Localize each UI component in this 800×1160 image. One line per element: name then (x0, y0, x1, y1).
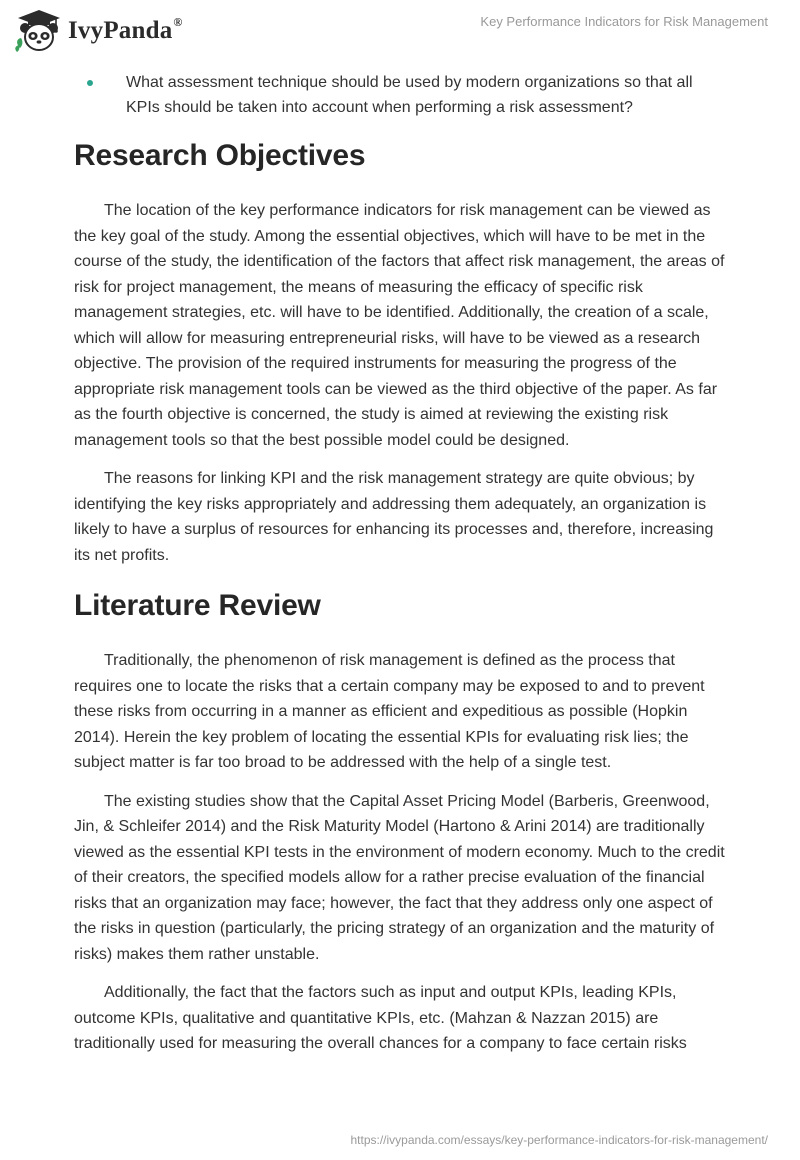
page-header (0, 0, 800, 60)
research-question-text: What assessment technique should be used by modern organizations so that all KPIs should be taken into account when performing a risk assessment? (126, 74, 693, 116)
ivypanda-logo[interactable] (14, 8, 183, 54)
paragraph: Additionally, the fact that the factors such as input and output KPIs, leading KPIs, outcome KPIs, qualitative and quantitative KPIs, etc. (Mahzan & Nazzan 2015) are traditionally used for measuring the overall chances for a company to face certain risks (74, 984, 687, 1052)
bullet-dot-icon (87, 80, 93, 86)
brand-name: IvyPanda® (68, 15, 183, 44)
document-title: Key Performance Indicators for Risk Management (480, 14, 768, 29)
source-url-link[interactable]: https://ivypanda.com/essays/key-performance-indicators-for-risk-management/ (350, 1133, 768, 1147)
section-heading-literature-review: Literature Review (74, 589, 321, 622)
research-question-item (74, 70, 730, 120)
essay-content (74, 70, 730, 1057)
panda-graduate-icon (14, 8, 64, 54)
paragraph: The existing studies show that the Capital Asset Pricing Model (Barberis, Greenwood, Jin, & Schleifer 2014) and the Risk Maturity Model (Hartono & Arini 2014) are traditionally viewed as the essential KPI tests in the environment of modern economy. Much to the credit of their creators, the specified models allow for a rather precise evaluation of the financial risks that an organization may face; however, the fact that they address only one aspect of the risks in question (particularly, the pricing strategy of an organization and the maturity of risks) makes them rather unstable. (74, 792, 725, 963)
paragraph: The location of the key performance indicators for risk management can be viewed as the key goal of the study. Among the essential objectives, which will have to be met in the course of the study, the identification of the factors that affect risk management, the areas of risk for project management, the means of measuring the efficacy of specific risk management strategies, etc. will have to be identified. Additionally, the creation of a scale, which will allow for measuring entrepreneurial risks, will have to be viewed as a research objective. The provision of the required instruments for measuring the progress of the appropriate risk management tools can be viewed as the third objective of the paper. As far as the fourth objective is concerned, the study is aimed at reviewing the existing risk management tools so that the best possible model could be designed. (74, 202, 725, 449)
section-heading-research-objectives: Research Objectives (74, 139, 366, 172)
paragraph: The reasons for linking KPI and the risk management strategy are quite obvious; by identifying the key risks appropriately and addressing them adequately, an organization is likely to have a surplus of resources for enhancing its processes and, therefore, increasing its net profits. (74, 470, 714, 564)
paragraph: Traditionally, the phenomenon of risk management is defined as the process that requires one to locate the risks that a certain company may be exposed to and to prevent these risks from occurring in a manner as efficient and expeditious as possible (Hopkin 2014). Herein the key problem of locating the essential KPIs for evaluating risk lies; the subject matter is far too broad to be addressed with the help of a single test. (74, 652, 705, 771)
